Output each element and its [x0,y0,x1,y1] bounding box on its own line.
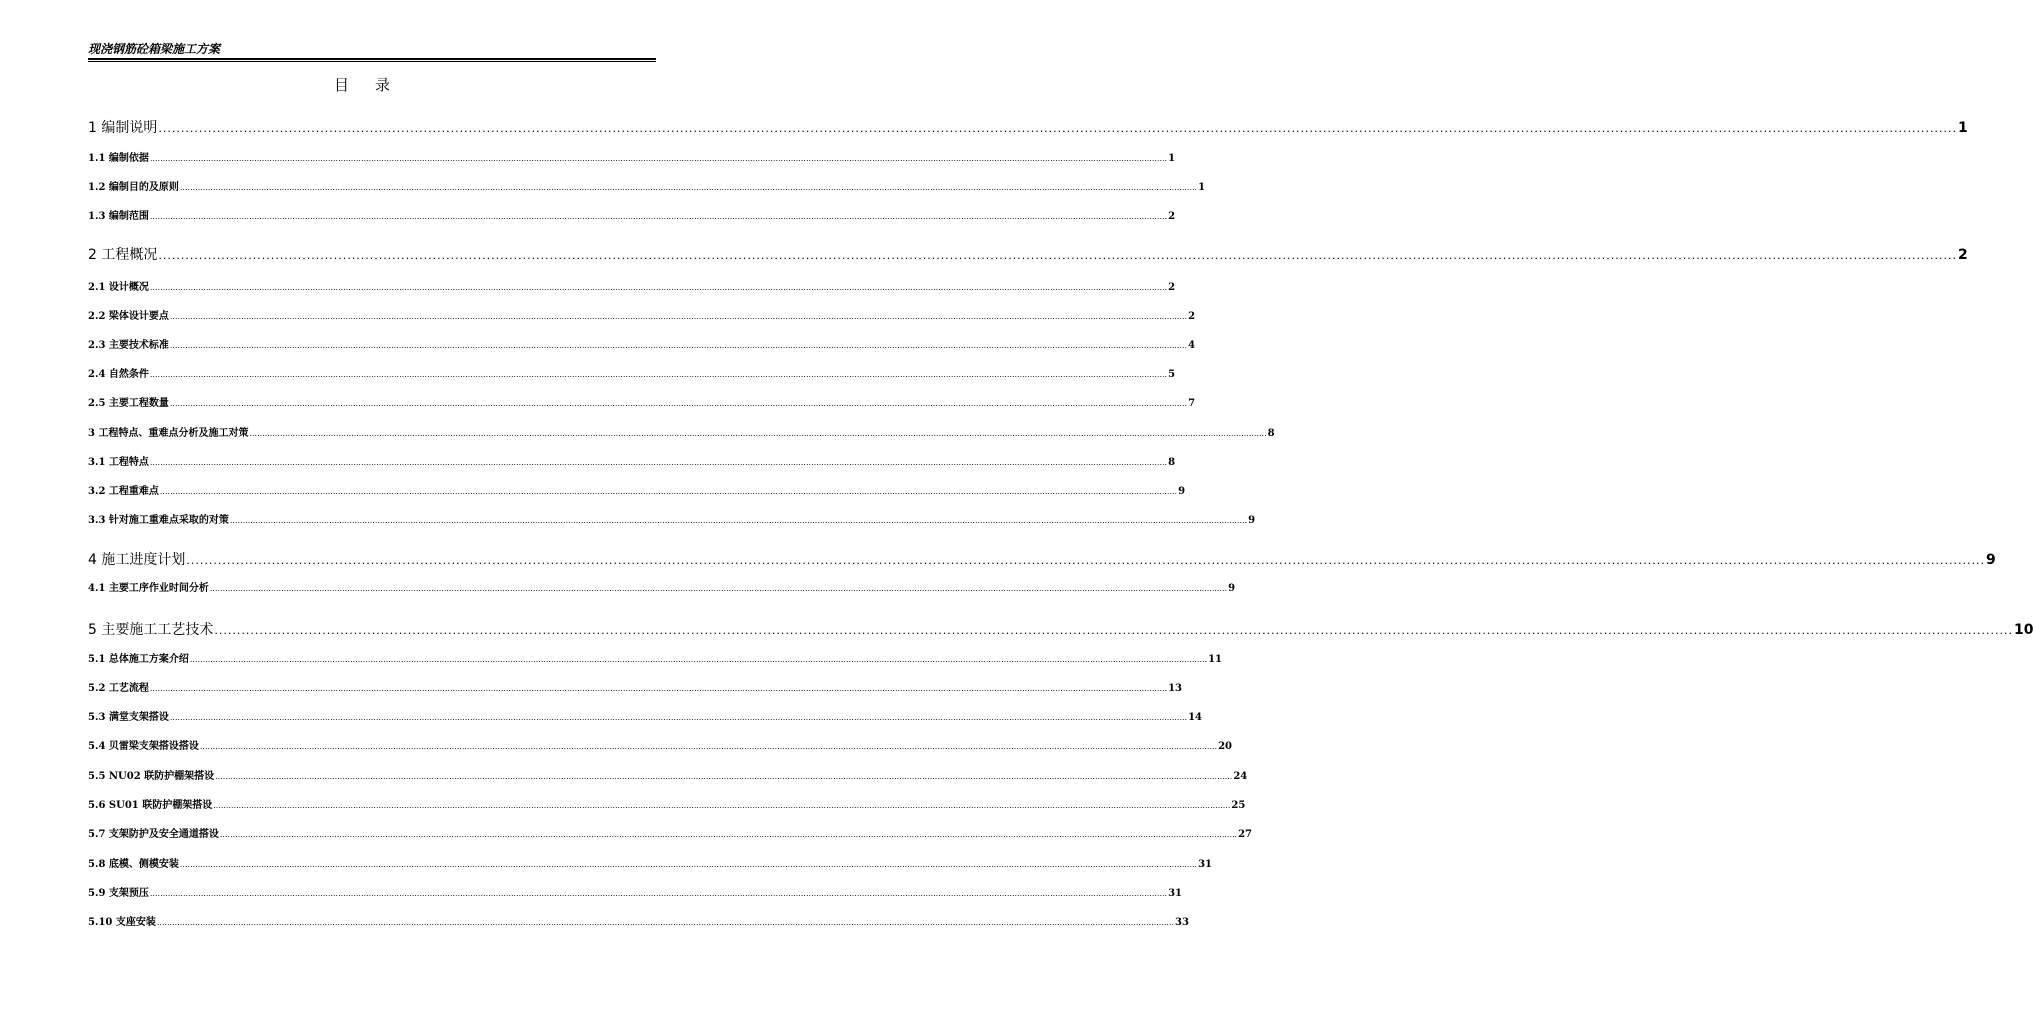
toc-entry-title: 5.4 贝雷梁支架搭设搭设 [88,741,199,752]
toc-entry-title: 5.1 总体施工方案介绍 [88,654,189,665]
dot-leader: ................................................................................................................................................................................................................................................................................................................................................................................................................ [169,713,1188,722]
toc-entry[interactable] [88,796,1246,811]
header-rule-thin [88,61,656,62]
toc-entry-title: 2.5 主要工程数量 [88,398,169,409]
toc-entry[interactable] [88,913,1189,928]
toc-entry-page: 33 [1175,917,1189,928]
toc-entry-page: 2 [1168,282,1176,293]
toc-entry-page: 14 [1188,712,1202,723]
toc-entry-title: 1.2 编制目的及原则 [88,182,179,193]
toc-entry-title: 3.2 工程重难点 [88,486,159,497]
toc-entry[interactable] [88,855,1212,870]
toc-entry-page: 1 [1198,182,1206,193]
toc-entry-page: 7 [1188,398,1196,409]
toc-entry-page: 27 [1238,829,1252,840]
toc-entry[interactable] [88,884,1182,899]
toc-entry-title: 5.7 支架防护及安全通道搭设 [88,829,219,840]
toc-entry-page: 9 [1178,486,1186,497]
toc-entry[interactable] [88,825,1252,840]
toc-entry-title: 2.4 自然条件 [88,369,149,380]
toc-heading: 目录 [333,76,416,94]
toc-entry-page: 10 [2014,622,2033,638]
dot-leader: ................................................................................................................................................................................................................................................................................................................................................................................................................ [199,742,1218,751]
dot-leader: ................................................................................................................................................................................................................................................................................................................................................................................................................ [179,860,1198,869]
toc-entry[interactable] [88,365,1176,380]
toc-entry[interactable] [88,424,1275,439]
dot-leader: ................................................................................................................................................................................................................................................................................................................................................................................................................ [159,487,1178,496]
toc-entry[interactable] [88,708,1202,723]
dot-leader: ................................................................................................................................................................................................................................................................................................................................................................................................................ [169,399,1188,408]
toc-entry-title: 2.2 梁体设计要点 [88,311,169,322]
dot-leader: ................................................................................................................................................................................................................................................................................................................................................................................................................ [158,249,1957,262]
dot-leader: ................................................................................................................................................................................................................................................................................................................................................................................................................ [149,370,1168,379]
toc-entry[interactable] [88,650,1222,665]
dot-leader: ................................................................................................................................................................................................................................................................................................................................................................................................................ [179,183,1198,192]
dot-leader: ................................................................................................................................................................................................................................................................................................................................................................................................................ [156,918,1175,927]
toc-entry-page: 5 [1168,369,1176,380]
dot-leader: ................................................................................................................................................................................................................................................................................................................................................................................................................ [214,624,2013,637]
dot-leader: ................................................................................................................................................................................................................................................................................................................................................................................................................ [186,554,1985,567]
toc-entry[interactable] [88,679,1182,694]
dot-leader: ................................................................................................................................................................................................................................................................................................................................................................................................................ [158,122,1957,135]
toc-entry-page: 9 [1986,552,1996,568]
toc-entry-title: 4 施工进度计划 [88,552,186,568]
toc-entry-page: 31 [1198,859,1212,870]
toc-entry[interactable] [88,178,1206,193]
toc-entry[interactable] [88,579,1236,594]
toc-entry[interactable] [88,767,1248,782]
dot-leader: ................................................................................................................................................................................................................................................................................................................................................................................................................ [149,283,1168,292]
toc-entry-page: 1 [1958,120,1968,136]
toc-entry[interactable] [88,482,1186,497]
toc-entry-title: 2 工程概况 [88,247,158,263]
toc-entry[interactable] [88,336,1196,351]
dot-leader: ................................................................................................................................................................................................................................................................................................................................................................................................................ [149,154,1168,163]
toc-entry[interactable] [88,149,1176,164]
toc-entry-page: 24 [1233,771,1248,782]
toc-entry-title: 4.1 主要工序作业时间分析 [88,583,209,594]
toc-entry-page: 20 [1218,741,1232,752]
toc-entry-title: 5.8 底模、侧模安装 [88,859,179,870]
toc-entry-title: 5.9 支架预压 [88,888,149,899]
dot-leader: ................................................................................................................................................................................................................................................................................................................................................................................................................ [215,772,1233,781]
toc-entry-title: 1.3 编制范围 [88,211,149,222]
toc-entry-page: 2 [1168,211,1176,222]
dot-leader: ................................................................................................................................................................................................................................................................................................................................................................................................................ [249,429,1267,438]
toc-entry-page: 13 [1168,683,1182,694]
toc-entry-page: 2 [1958,247,1968,263]
dot-leader: ................................................................................................................................................................................................................................................................................................................................................................................................................ [149,889,1168,898]
toc-entry-page: 25 [1231,800,1246,811]
dot-leader: ................................................................................................................................................................................................................................................................................................................................................................................................................ [209,584,1228,593]
toc-entry[interactable] [88,207,1176,222]
dot-leader: ................................................................................................................................................................................................................................................................................................................................................................................................................ [149,212,1168,221]
toc-entry[interactable] [88,737,1232,752]
dot-leader: ................................................................................................................................................................................................................................................................................................................................................................................................................ [213,801,1231,810]
toc-entry[interactable] [88,278,1176,293]
toc-entry-page: 9 [1248,515,1256,526]
toc-entry-page: 31 [1168,888,1182,899]
toc-entry-title: 5.3 满堂支架搭设 [88,712,169,723]
toc-entry-title: 2.1 设计概况 [88,282,149,293]
toc-entry-title: 5.2 工艺流程 [88,683,149,694]
toc-entry[interactable] [88,453,1176,468]
toc-entry[interactable] [88,619,2033,639]
dot-leader: ................................................................................................................................................................................................................................................................................................................................................................................................................ [149,458,1168,467]
toc-entry-title: 3 工程特点、重难点分析及施工对策 [88,428,249,439]
toc-entry-title: 1.1 编制依据 [88,153,149,164]
toc-entry[interactable] [88,117,1968,137]
toc-entry-title: 5 主要施工工艺技术 [88,622,214,638]
toc-entry[interactable] [88,549,1996,569]
toc-entry-page: 11 [1208,654,1222,665]
toc-entry-page: 4 [1188,340,1196,351]
toc-entry[interactable] [88,511,1256,526]
dot-leader: ................................................................................................................................................................................................................................................................................................................................................................................................................ [149,684,1168,693]
toc-entry-title: 3.3 针对施工重难点采取的对策 [88,515,229,526]
dot-leader: ................................................................................................................................................................................................................................................................................................................................................................................................................ [189,655,1208,664]
toc-entry[interactable] [88,394,1196,409]
toc-entry-page: 1 [1168,153,1176,164]
toc-entry-title: 5.10 支座安装 [88,917,156,928]
dot-leader: ................................................................................................................................................................................................................................................................................................................................................................................................................ [169,312,1188,321]
toc-entry-page: 8 [1168,457,1176,468]
running-header: 现浇钢筋砼箱梁施工方案 [88,42,221,56]
toc-entry-page: 2 [1188,311,1196,322]
toc-entry-page: 9 [1228,583,1236,594]
toc-entry-title: 3.1 工程特点 [88,457,149,468]
dot-leader: ................................................................................................................................................................................................................................................................................................................................................................................................................ [169,341,1188,350]
dot-leader: ................................................................................................................................................................................................................................................................................................................................................................................................................ [229,516,1248,525]
toc-entry-title: 1 编制说明 [88,120,158,136]
toc-entry[interactable] [88,244,1968,264]
dot-leader: ................................................................................................................................................................................................................................................................................................................................................................................................................ [219,830,1238,839]
toc-entry-title: 5.5 NU02 联防护棚架搭设 [88,771,215,782]
toc-entry-title: 5.6 SU01 联防护棚架搭设 [88,800,213,811]
header-rule [88,58,656,60]
toc-entry-page: 8 [1267,428,1275,439]
toc-entry[interactable] [88,307,1196,322]
toc-entry-title: 2.3 主要技术标准 [88,340,169,351]
